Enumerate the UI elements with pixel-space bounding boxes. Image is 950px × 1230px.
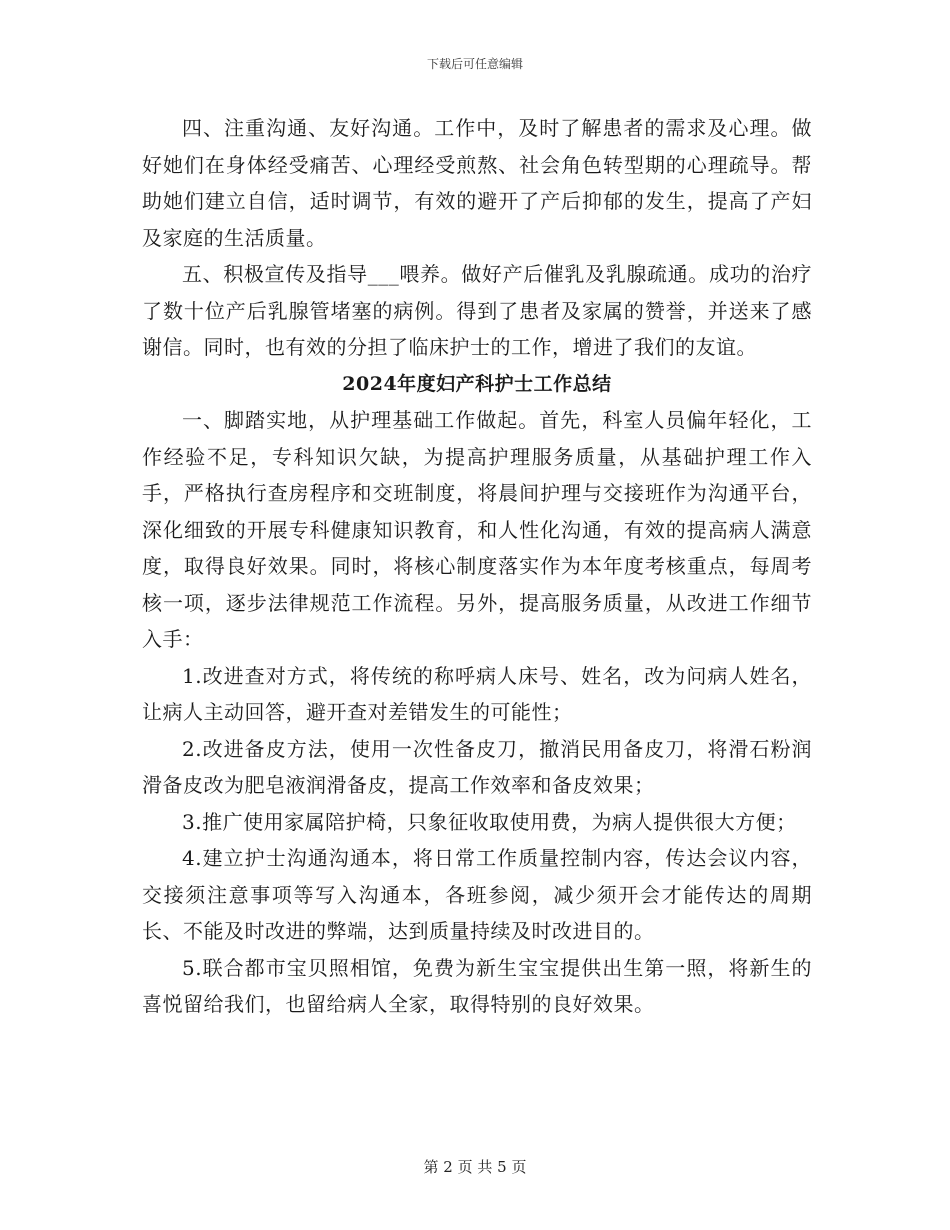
paragraph-feeding-guidance: 五、积极宣传及指导___喂养。做好产后催乳及乳腺疏通。成功的治疗了数十位产后乳腺管堵塞的病例。得到了患者及家属的赞誉，并送来了感谢信。同时，也有效的分担了临床护士的工作，增进了我们的友谊。 bbox=[142, 262, 812, 359]
page-number: 第 2 页 共 5 页 bbox=[423, 1158, 527, 1176]
section-title: 2024年度妇产科护士工作总结 bbox=[342, 372, 612, 395]
document-body bbox=[142, 110, 812, 1023]
list-item-escort-chair: 3.推广使用家属陪护椅，只象征收取使用费，为病人提供很大方便； bbox=[182, 809, 797, 834]
list-item-communication-book: 4.建立护士沟通沟通本，将日常工作质量控制内容，传达会议内容，交接须注意事项等写入沟通本，各班参阅，减少须开会才能传达的周期长、不能及时改进的弊端，达到质量持续及时改进目的。 bbox=[142, 846, 812, 943]
list-item-skin-prep: 2.改进备皮方法，使用一次性备皮刀，撤消民用备皮刀，将滑石粉润滑备皮改为肥皂液润滑备皮，提高工作效率和备皮效果； bbox=[142, 736, 812, 797]
list-item-photo-studio: 5.联合都市宝贝照相馆，免费为新生宝宝提供出生第一照，将新生的喜悦留给我们，也留给病人全家，取得特别的良好效果。 bbox=[142, 955, 812, 1016]
paragraph-basic-nursing: 一、脚踏实地，从护理基础工作做起。首先，科室人员偏年轻化，工作经验不足，专科知识欠缺，为提高护理服务质量，从基础护理工作入手，严格执行查房程序和交班制度，将晨间护理与交接班作为沟通平台，深化细致的开展专科健康知识教育，和人性化沟通，有效的提高病人满意度，取得良好效果。同时，将核心制度落实作为本年度考核重点，每周考核一项，逐步法律规范工作流程。另外，提高服务质量，从改进工作细节入手： bbox=[142, 408, 812, 651]
paragraph-communication: 四、注重沟通、友好沟通。工作中，及时了解患者的需求及心理。做好她们在身体经受痛苦、心理经受煎熬、社会角色转型期的心理疏导。帮助她们建立自信，适时调节，有效的避开了产后抑郁的发生，提高了产妇及家庭的生活质量。 bbox=[142, 116, 812, 250]
list-item-checking-method: 1.改进查对方式，将传统的称呼病人床号、姓名，改为问病人姓名，让病人主动回答，避开查对差错发生的可能性； bbox=[142, 663, 812, 724]
page-header: 下载后可任意编辑 bbox=[426, 57, 523, 71]
